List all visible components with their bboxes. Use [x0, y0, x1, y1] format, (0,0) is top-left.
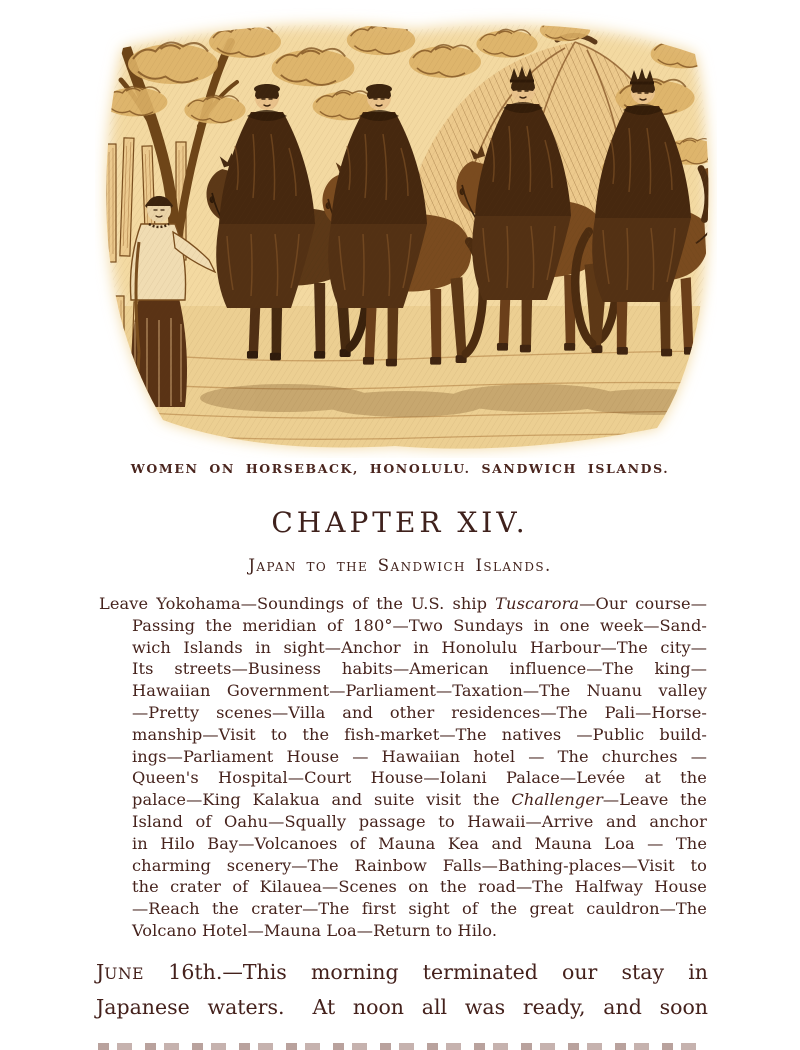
- text-line: Leave Yokohama—Soundings of the U.S. ship Tuscarora—Our course—: [99, 594, 707, 613]
- text-line: Queen's Hospital—Court House—Iolani Palace—Levée at the: [132, 768, 707, 788]
- text-line: —Pretty scenes—Villa and other residences—The Pali—Horse-: [132, 702, 707, 722]
- text-line: wich Islands in sight—Anchor in Honolulu Harbour—The city—: [132, 637, 707, 657]
- text-line: in Hilo Bay—Volcanoes of Mauna Kea and Mauna Loa — The: [132, 833, 707, 853]
- chapter-subtitle: Japan to the Sandwich Islands.: [248, 556, 552, 575]
- text-line: ings—Parliament House — Hawaiian hotel — The churches —: [132, 746, 707, 766]
- text-line: palace—King Kalakua and suite visit the Challenger—Leave the: [132, 790, 707, 810]
- chapter-argument: [99, 593, 707, 942]
- plate-caption: WOMEN ON HORSEBACK, HONOLULU. SANDWICH ISLANDS.: [130, 461, 670, 476]
- text-line: the crater of Kilauea—Scenes on the road—The Halfway House: [132, 877, 707, 897]
- cut-off-text-line: [98, 1043, 706, 1050]
- text-line: Volcano Hotel—Mauna Loa—Return to Hilo.: [132, 920, 498, 940]
- text-line: JUNE 16th.—This morning terminated our stay in: [96, 960, 708, 984]
- text-line: —Reach the crater—The first sight of the great cauldron—The: [132, 899, 707, 919]
- body-text: [96, 956, 708, 1024]
- text-line: Island of Oahu—Squally passage to Hawaii—Arrive and anchor: [132, 811, 707, 831]
- text-line: Passing the meridian of 180°—Two Sundays in one week—Sand-: [132, 615, 707, 635]
- text-line: Hawaiian Government—Parliament—Taxation—The Nuanu valley: [132, 681, 707, 701]
- text-line: manship—Visit to the fish-market—The natives —Public build-: [132, 724, 707, 744]
- text-line: Its streets—Business habits—American influence—The king—: [132, 659, 707, 679]
- horseback-engraving: [95, 6, 717, 458]
- chapter-heading: CHAPTER XIV.: [271, 506, 529, 539]
- text-line: Japanese waters. At noon all was ready, and soon: [96, 995, 708, 1019]
- text-line: charming scenery—The Rainbow Falls—Bathing-places—Visit to: [132, 855, 707, 875]
